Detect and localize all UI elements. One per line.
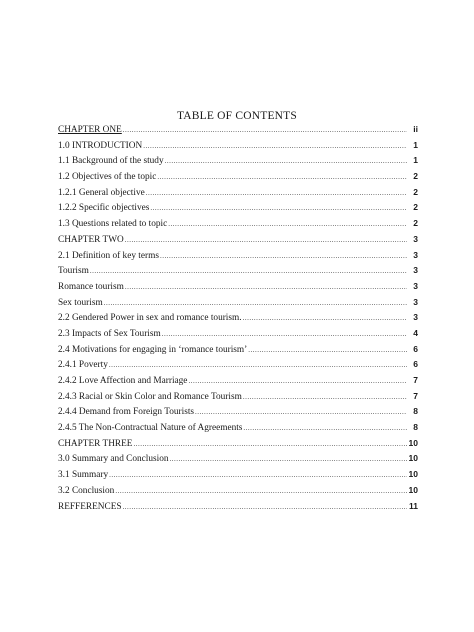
toc-entry-label: 2.4 Motivations for engaging in ‘romance tourism’ (58, 344, 248, 355)
toc-entry[interactable] (58, 279, 418, 295)
toc-entry-page-number: 1 (413, 155, 418, 166)
toc-entry-page-number: 1 (413, 139, 418, 150)
toc-dot-leader (160, 249, 407, 265)
toc-dot-leader (123, 123, 407, 139)
toc-entry-label: CHAPTER TWO (58, 234, 124, 245)
toc-entry-label: 1.3 Questions related to topic (58, 219, 168, 230)
toc-entry[interactable] (58, 451, 418, 467)
toc-entry[interactable] (58, 326, 418, 342)
toc-title: TABLE OF CONTENTS (176, 110, 298, 122)
toc-dot-leader (243, 311, 407, 327)
toc-dot-leader (109, 358, 407, 374)
toc-entry-label: 1.2.1 General objective (58, 187, 145, 198)
toc-dot-leader (150, 201, 407, 217)
toc-entry[interactable] (58, 122, 418, 138)
toc-entry-label: CHAPTER THREE (58, 438, 133, 449)
toc-entry-page-number: ii (413, 124, 418, 134)
toc-entry-page-number: 8 (413, 406, 418, 417)
toc-entry-page-number: 4 (413, 327, 418, 338)
toc-dot-leader (123, 500, 407, 516)
toc-dot-leader (104, 296, 407, 312)
toc-entry-label: Romance tourism (58, 281, 124, 292)
toc-entry[interactable] (58, 185, 418, 201)
toc-entry-label: 3.0 Summary and Conclusion (58, 454, 169, 465)
toc-dot-leader (133, 437, 407, 453)
toc-entry-page-number: 3 (413, 233, 418, 244)
toc-dot-leader (188, 374, 407, 390)
toc-dot-leader (170, 452, 407, 468)
toc-entry[interactable] (58, 200, 418, 216)
toc-entry[interactable] (58, 310, 418, 326)
toc-entry[interactable] (58, 467, 418, 483)
toc-entry-label: 2.1 Definition of key terms (58, 250, 159, 261)
toc-entry-label: 2.4.5 The Non-Contractual Nature of Agreements (58, 423, 243, 434)
toc-entry[interactable] (58, 436, 418, 452)
toc-entry-label: 2.4.3 Racial or Skin Color and Romance Tourism (58, 391, 242, 402)
toc-list (58, 122, 418, 514)
toc-entry-label: 2.3 Impacts of Sex Tourism (58, 328, 161, 339)
toc-entry-page-number: 10 (408, 453, 418, 464)
toc-entry-page-number: 7 (413, 375, 418, 385)
toc-dot-leader (125, 280, 407, 296)
toc-entry-page-number: 6 (413, 343, 418, 354)
toc-dot-leader (165, 154, 407, 170)
toc-entry-label: 2.4.2 Love Affection and Marriage (58, 376, 188, 386)
toc-entry[interactable] (58, 389, 418, 405)
toc-entry[interactable] (58, 404, 418, 420)
toc-dot-leader (109, 468, 407, 484)
toc-dot-leader (143, 139, 407, 155)
toc-entry-label: 1.2.2 Specific objectives (58, 203, 150, 214)
toc-entry[interactable] (58, 248, 418, 264)
toc-dot-leader (168, 217, 407, 233)
toc-entry-page-number: 2 (413, 171, 418, 182)
toc-entry[interactable] (58, 373, 418, 389)
toc-entry-page-number: 8 (413, 422, 418, 433)
toc-entry-page-number: 10 (408, 484, 418, 495)
toc-entry[interactable] (58, 216, 418, 232)
toc-entry-label: CHAPTER ONE (58, 125, 122, 135)
toc-entry-label: Tourism (58, 266, 89, 277)
toc-entry-label: 2.4.4 Demand from Foreign Tourists (58, 407, 195, 418)
toc-entry[interactable] (58, 342, 418, 358)
toc-entry-page-number: 2 (413, 186, 418, 197)
toc-entry[interactable] (58, 153, 418, 169)
toc-dot-leader (125, 233, 407, 249)
toc-entry-page-number: 3 (413, 280, 418, 291)
toc-entry[interactable] (58, 169, 418, 185)
toc-entry[interactable] (58, 295, 418, 311)
toc-entry-page-number: 3 (413, 249, 418, 260)
toc-entry-page-number: 3 (413, 265, 418, 276)
toc-entry[interactable] (58, 263, 418, 279)
toc-entry-page-number: 7 (413, 390, 418, 401)
toc-entry-page-number: 3 (413, 312, 418, 323)
toc-entry-label: 1.0 INTRODUCTION (58, 140, 143, 151)
toc-dot-leader (243, 390, 407, 406)
toc-entry-page-number: 2 (413, 202, 418, 213)
toc-dot-leader (248, 343, 407, 359)
toc-entry[interactable] (58, 483, 418, 499)
toc-entry[interactable] (58, 138, 418, 154)
toc-entry-label: REFFERENCES (58, 501, 122, 512)
toc-entry[interactable] (58, 232, 418, 248)
toc-entry-label: Sex tourism (58, 297, 103, 308)
toc-entry-page-number: 10 (408, 469, 418, 480)
toc-entry-label: 1.2 Objectives of the topic (58, 172, 157, 183)
toc-dot-leader (195, 405, 407, 421)
toc-entry-page-number: 6 (413, 359, 418, 370)
toc-entry-page-number: 10 (408, 437, 418, 448)
toc-entry-label: 3.1 Summary (58, 470, 109, 481)
toc-entry-page-number: 3 (413, 296, 418, 307)
toc-entry[interactable] (58, 420, 418, 436)
toc-entry[interactable] (58, 499, 418, 515)
toc-entry-page-number: 2 (413, 218, 418, 229)
toc-entry-label: 2.4.1 Poverty (58, 360, 108, 371)
toc-dot-leader (157, 170, 407, 186)
toc-entry-page-number: 11 (409, 500, 418, 511)
toc-dot-leader (146, 186, 407, 202)
toc-entry-label: 2.2 Gendered Power in sex and romance tourism. (58, 313, 242, 324)
toc-dot-leader (243, 421, 407, 437)
toc-entry-label: 1.1 Background of the study (58, 156, 164, 167)
toc-entry[interactable] (58, 357, 418, 373)
toc-dot-leader (162, 327, 407, 343)
toc-dot-leader (115, 484, 407, 500)
toc-dot-leader (90, 264, 407, 280)
toc-entry-label: 3.2 Conclusion (58, 485, 115, 496)
